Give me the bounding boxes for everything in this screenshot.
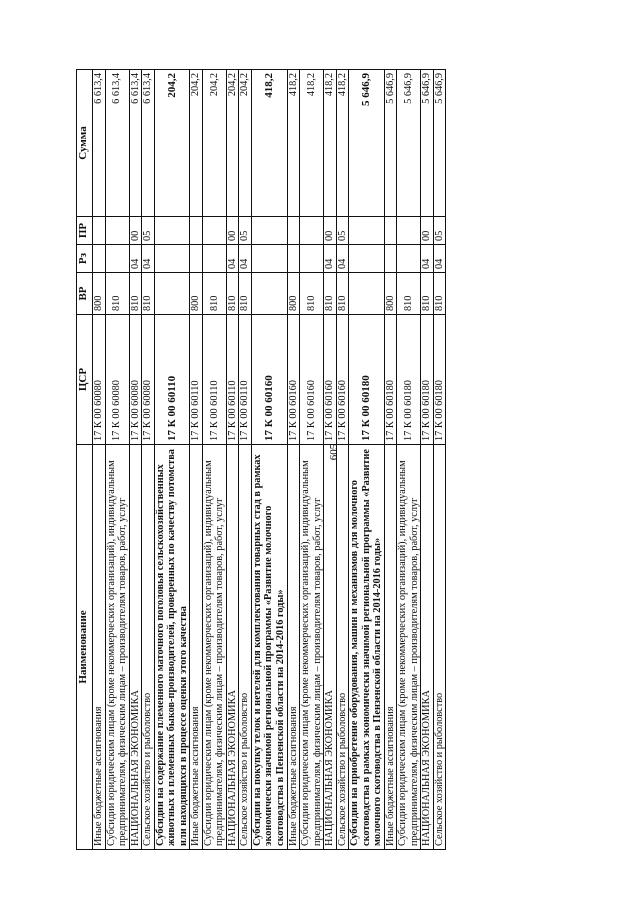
row-pr: [93, 217, 106, 245]
row-pr: [190, 217, 203, 245]
row-name: Субсидии юридическим лицам (кроме некоммерческих организаций), индивидуальным предпринимателям, физическим лицам – производителям товаров, работ, услуг: [397, 445, 421, 850]
row-name: Субсидии на содержание племенного маточного поголовья сельскохозяйственных животных и племенных быков-производителей, проверенных по качеству потомства или находящихся в процессе оценки этого качества: [154, 445, 190, 850]
row-sum: 5 646,9: [397, 70, 421, 217]
row-pr: [287, 217, 300, 245]
row-sum: 418,2: [287, 70, 300, 217]
row-csr: 17 К 00 60160: [336, 315, 349, 445]
row-sum: 418,2: [300, 70, 324, 217]
row-csr: 17 К 00 60180: [397, 315, 421, 445]
row-csr: 17 К 00 60110: [202, 315, 226, 445]
row-name: Сельское хозяйство и рыболовство: [239, 445, 252, 850]
row-sum: 6 613,4: [129, 70, 142, 217]
row-rz: 04: [226, 245, 239, 273]
row-csr: 17 К 00 60080: [105, 315, 129, 445]
row-name: Субсидии юридическим лицам (кроме некоммерческих организаций), индивидуальным предпринимателям, физическим лицам – производителям товаров, работ, услуг: [300, 445, 324, 850]
row-rz: 04: [239, 245, 252, 273]
budget-sheet: [76, 70, 596, 850]
table-row: [397, 70, 421, 850]
table-row: [324, 70, 337, 850]
row-pr: 00: [421, 217, 434, 245]
row-vr: 810: [336, 273, 349, 315]
table-row: [433, 70, 446, 850]
row-sum: 204,2: [226, 70, 239, 217]
header-sum: Сумма: [77, 70, 93, 217]
table-row: [202, 70, 226, 850]
table-body: [93, 70, 446, 850]
row-csr: 17 К 00 60080: [142, 315, 155, 445]
header-name: Наименование: [77, 445, 93, 850]
row-name: НАЦИОНАЛЬНАЯ ЭКОНОМИКА: [129, 445, 142, 850]
table-row: [129, 70, 142, 850]
row-name: НАЦИОНАЛЬНАЯ ЭКОНОМИКА: [324, 445, 337, 850]
table-row: [349, 70, 385, 850]
table-row: [93, 70, 106, 850]
row-vr: 800: [287, 273, 300, 315]
row-csr: 17 К 00 60080: [93, 315, 106, 445]
row-sum: 418,2: [251, 70, 287, 217]
row-vr: 810: [202, 273, 226, 315]
row-sum: 5 646,9: [349, 70, 385, 217]
row-pr: [154, 217, 190, 245]
row-name: Сельское хозяйство и рыболовство: [142, 445, 155, 850]
header-row: [77, 70, 93, 850]
row-vr: 810: [142, 273, 155, 315]
row-rz: 04: [324, 245, 337, 273]
table-row: [287, 70, 300, 850]
row-rz: 04: [336, 245, 349, 273]
header-pr: ПР: [77, 217, 93, 245]
header-rz: Рз: [77, 245, 93, 273]
row-vr: 800: [93, 273, 106, 315]
row-rz: [190, 245, 203, 273]
row-pr: 00: [129, 217, 142, 245]
row-sum: 6 613,4: [142, 70, 155, 217]
table-row: [251, 70, 287, 850]
row-csr: 17 К 00 60080: [129, 315, 142, 445]
page-number: 605: [328, 443, 340, 461]
row-pr: 00: [324, 217, 337, 245]
row-sum: 418,2: [324, 70, 337, 217]
row-csr: 17 К 00 60110: [226, 315, 239, 445]
row-sum: 6 613,4: [105, 70, 129, 217]
row-rz: [384, 245, 397, 273]
row-csr: 17 К 00 60180: [349, 315, 385, 445]
row-vr: 800: [384, 273, 397, 315]
row-pr: 05: [239, 217, 252, 245]
row-pr: [105, 217, 129, 245]
row-rz: [202, 245, 226, 273]
row-csr: 17 К 00 60180: [421, 315, 434, 445]
row-pr: [202, 217, 226, 245]
row-vr: 810: [239, 273, 252, 315]
table-row: [239, 70, 252, 850]
row-sum: 5 646,9: [421, 70, 434, 217]
row-csr: 17 К 00 60180: [384, 315, 397, 445]
row-rz: [154, 245, 190, 273]
row-pr: 05: [336, 217, 349, 245]
row-pr: 05: [433, 217, 446, 245]
table-row: [421, 70, 434, 850]
row-rz: [251, 245, 287, 273]
row-csr: 17 К 00 60110: [190, 315, 203, 445]
row-name: Субсидии юридическим лицам (кроме некоммерческих организаций), индивидуальным предпринимателям, физическим лицам – производителям товаров, работ, услуг: [202, 445, 226, 850]
row-name: Сельское хозяйство и рыболовство: [336, 445, 349, 850]
row-name: Иные бюджетные ассигнования: [384, 445, 397, 850]
row-rz: 04: [129, 245, 142, 273]
row-csr: 17 К 00 60180: [433, 315, 446, 445]
row-vr: 810: [105, 273, 129, 315]
table-row: [384, 70, 397, 850]
table-row: [226, 70, 239, 850]
row-sum: 204,2: [190, 70, 203, 217]
row-sum: 418,2: [336, 70, 349, 217]
row-pr: [397, 217, 421, 245]
row-vr: 800: [190, 273, 203, 315]
row-rz: [93, 245, 106, 273]
row-vr: 810: [397, 273, 421, 315]
row-sum: 204,2: [154, 70, 190, 217]
row-csr: 17 К 00 60110: [239, 315, 252, 445]
header-vr: ВР: [77, 273, 93, 315]
row-pr: [251, 217, 287, 245]
row-csr: 17 К 00 60160: [251, 315, 287, 445]
row-pr: [300, 217, 324, 245]
row-rz: 04: [433, 245, 446, 273]
row-vr: 810: [324, 273, 337, 315]
budget-table: [76, 69, 446, 850]
row-pr: 00: [226, 217, 239, 245]
row-name: Субсидии на приобретение оборудования, машин и механизмов для молочного скотоводства в рамках экономически значимой региональной программы «Развитие молочного скотоводства в Пензенской области на 2014-2016 годы»: [349, 445, 385, 850]
table-row: [190, 70, 203, 850]
row-name: Иные бюджетные ассигнования: [287, 445, 300, 850]
row-name: НАЦИОНАЛЬНАЯ ЭКОНОМИКА: [421, 445, 434, 850]
table-row: [142, 70, 155, 850]
row-pr: [384, 217, 397, 245]
row-pr: [349, 217, 385, 245]
table-row: [300, 70, 324, 850]
row-name: Иные бюджетные ассигнования: [93, 445, 106, 850]
row-sum: 6 613,4: [93, 70, 106, 217]
table-row: [154, 70, 190, 850]
row-rz: 04: [142, 245, 155, 273]
row-name: Иные бюджетные ассигнования: [190, 445, 203, 850]
rotated-page: [76, 70, 596, 850]
row-csr: 17 К 00 60160: [324, 315, 337, 445]
row-name: Сельское хозяйство и рыболовство: [433, 445, 446, 850]
row-sum: 204,2: [202, 70, 226, 217]
row-pr: 05: [142, 217, 155, 245]
header-csr: ЦСР: [77, 315, 93, 445]
row-name: Субсидии юридическим лицам (кроме некоммерческих организаций), индивидуальным предпринимателям, физическим лицам – производителям товаров, работ, услуг: [105, 445, 129, 850]
table-row: [105, 70, 129, 850]
row-rz: [349, 245, 385, 273]
row-csr: 17 К 00 60160: [300, 315, 324, 445]
row-rz: [397, 245, 421, 273]
row-vr: 810: [129, 273, 142, 315]
row-csr: 17 К 00 60110: [154, 315, 190, 445]
row-sum: 5 646,9: [384, 70, 397, 217]
row-csr: 17 К 00 60160: [287, 315, 300, 445]
row-vr: [251, 273, 287, 315]
row-vr: [154, 273, 190, 315]
row-vr: 810: [300, 273, 324, 315]
row-name: НАЦИОНАЛЬНАЯ ЭКОНОМИКА: [226, 445, 239, 850]
table-row: [336, 70, 349, 850]
row-vr: 810: [433, 273, 446, 315]
row-vr: 810: [421, 273, 434, 315]
row-vr: 810: [226, 273, 239, 315]
row-rz: [300, 245, 324, 273]
row-name: Субсидии на покупку телок и нетелей для комплектования товарных стад в рамках экономически значимой региональной программы «Развитие молочного скотоводства в Пензенской области на 2014-2016 годы»: [251, 445, 287, 850]
row-vr: [349, 273, 385, 315]
row-sum: 5 646,9: [433, 70, 446, 217]
row-rz: 04: [421, 245, 434, 273]
row-rz: [287, 245, 300, 273]
row-sum: 204,2: [239, 70, 252, 217]
row-rz: [105, 245, 129, 273]
